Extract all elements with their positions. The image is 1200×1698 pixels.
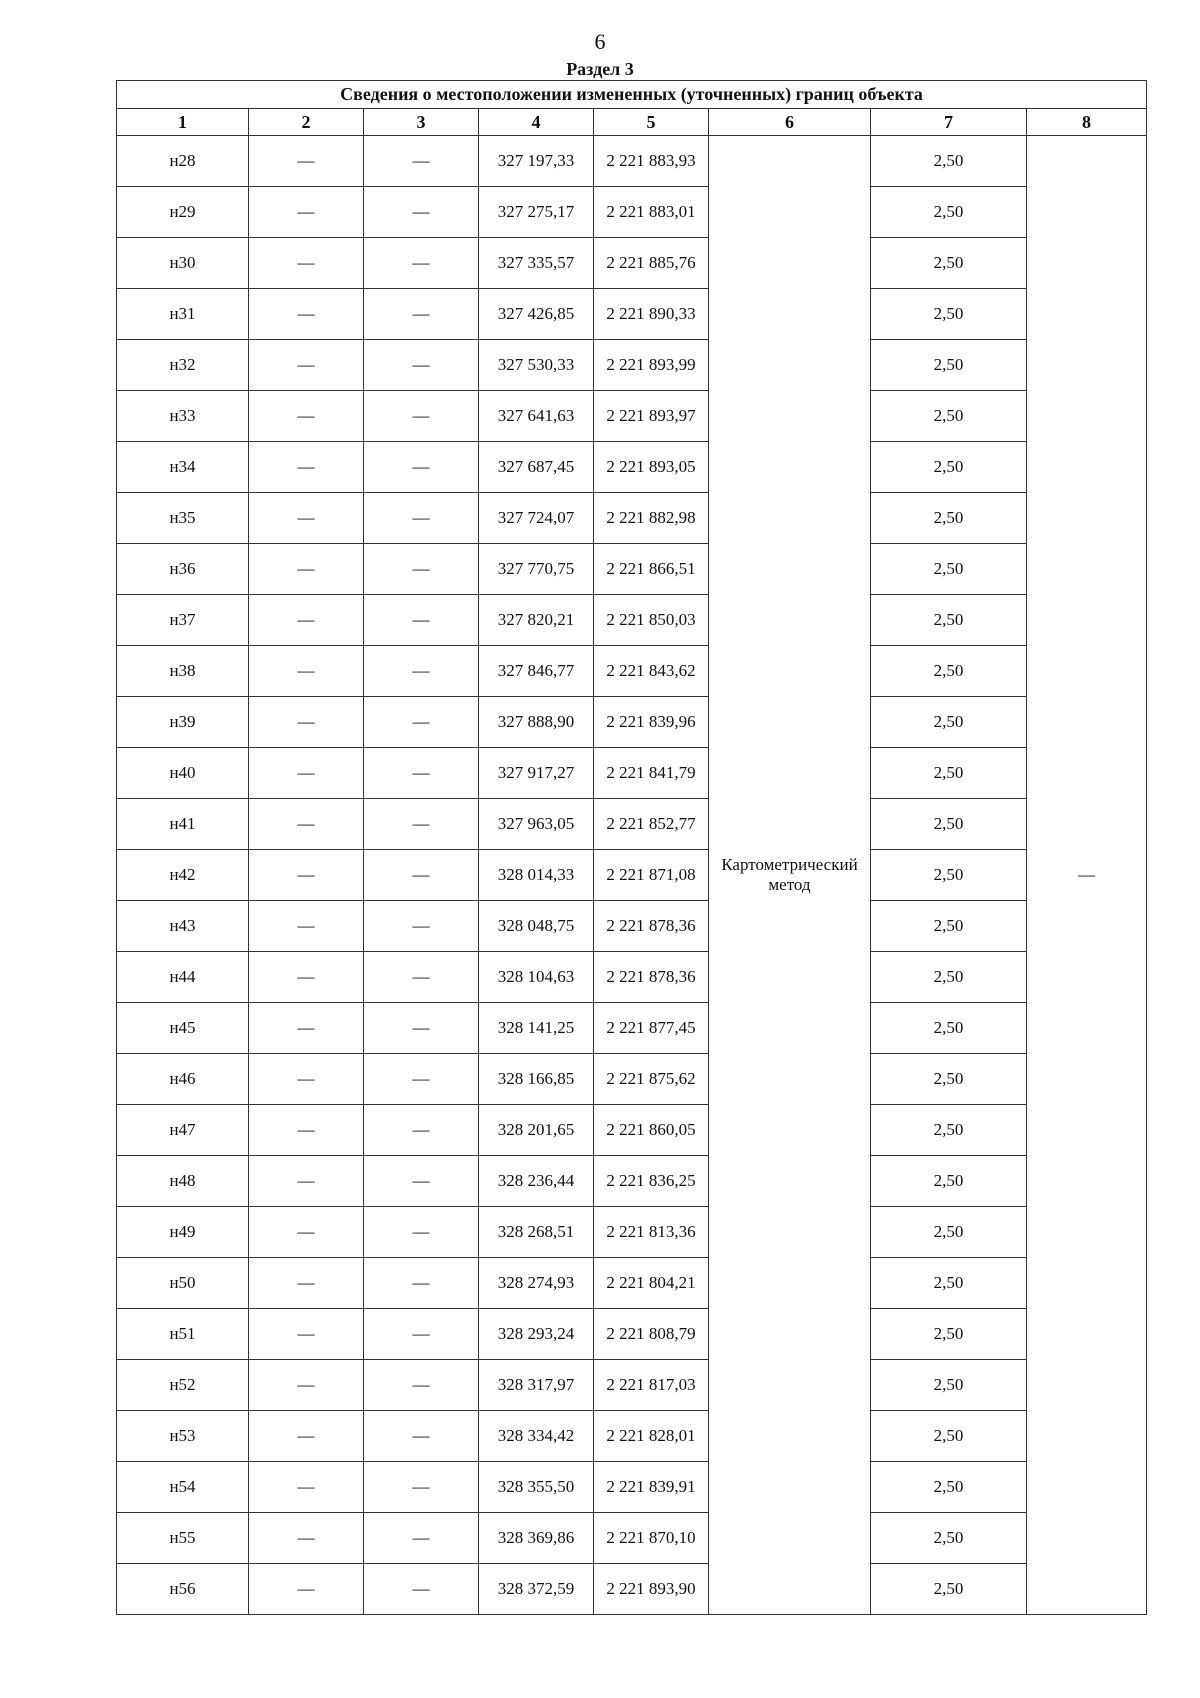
- col2-cell: —: [249, 901, 364, 952]
- precision-cell: 2,50: [871, 1003, 1027, 1054]
- precision-cell: 2,50: [871, 595, 1027, 646]
- point-cell: н50: [117, 1258, 249, 1309]
- precision-cell: 2,50: [871, 1309, 1027, 1360]
- x-coordinate-cell: 327 846,77: [479, 646, 594, 697]
- table-row: [117, 1258, 1147, 1309]
- x-coordinate-cell: 328 317,97: [479, 1360, 594, 1411]
- table-row: [117, 1003, 1147, 1054]
- y-coordinate-cell: 2 221 850,03: [594, 595, 709, 646]
- table-row: [117, 442, 1147, 493]
- y-coordinate-cell: 2 221 893,99: [594, 340, 709, 391]
- precision-cell: 2,50: [871, 1054, 1027, 1105]
- x-coordinate-cell: 328 201,65: [479, 1105, 594, 1156]
- col3-cell: —: [364, 1258, 479, 1309]
- table-row: [117, 1309, 1147, 1360]
- col3-cell: —: [364, 136, 479, 187]
- precision-cell: 2,50: [871, 391, 1027, 442]
- table-row: [117, 1513, 1147, 1564]
- point-cell: н32: [117, 340, 249, 391]
- precision-cell: 2,50: [871, 1564, 1027, 1615]
- column-number-row: [117, 109, 1147, 136]
- point-cell: н36: [117, 544, 249, 595]
- col3-cell: —: [364, 748, 479, 799]
- y-coordinate-cell: 2 221 836,25: [594, 1156, 709, 1207]
- col3-cell: —: [364, 646, 479, 697]
- precision-cell: 2,50: [871, 1411, 1027, 1462]
- precision-cell: 2,50: [871, 1360, 1027, 1411]
- point-cell: н30: [117, 238, 249, 289]
- table-row: [117, 697, 1147, 748]
- y-coordinate-cell: 2 221 878,36: [594, 952, 709, 1003]
- point-cell: н40: [117, 748, 249, 799]
- col2-cell: —: [249, 187, 364, 238]
- table-row: [117, 136, 1147, 187]
- precision-cell: 2,50: [871, 1462, 1027, 1513]
- x-coordinate-cell: 327 917,27: [479, 748, 594, 799]
- table-row: [117, 187, 1147, 238]
- table-row: [117, 595, 1147, 646]
- col3-cell: —: [364, 1003, 479, 1054]
- x-coordinate-cell: 327 820,21: [479, 595, 594, 646]
- precision-cell: 2,50: [871, 901, 1027, 952]
- precision-cell: 2,50: [871, 544, 1027, 595]
- col3-cell: —: [364, 493, 479, 544]
- y-coordinate-cell: 2 221 839,91: [594, 1462, 709, 1513]
- y-coordinate-cell: 2 221 893,90: [594, 1564, 709, 1615]
- table-row: [117, 1462, 1147, 1513]
- y-coordinate-cell: 2 221 871,08: [594, 850, 709, 901]
- col3-cell: —: [364, 1564, 479, 1615]
- point-cell: н52: [117, 1360, 249, 1411]
- table-row: [117, 340, 1147, 391]
- col2-cell: —: [249, 391, 364, 442]
- col3-cell: —: [364, 340, 479, 391]
- col3-cell: —: [364, 391, 479, 442]
- col3-cell: —: [364, 1207, 479, 1258]
- precision-cell: 2,50: [871, 1207, 1027, 1258]
- col2-cell: —: [249, 1003, 364, 1054]
- y-coordinate-cell: 2 221 828,01: [594, 1411, 709, 1462]
- column-number-3: 3: [364, 109, 479, 136]
- precision-cell: 2,50: [871, 187, 1027, 238]
- col3-cell: —: [364, 442, 479, 493]
- y-coordinate-cell: 2 221 841,79: [594, 748, 709, 799]
- x-coordinate-cell: 327 335,57: [479, 238, 594, 289]
- col3-cell: —: [364, 289, 479, 340]
- table-row: [117, 544, 1147, 595]
- col2-cell: —: [249, 1513, 364, 1564]
- x-coordinate-cell: 328 293,24: [479, 1309, 594, 1360]
- precision-cell: 2,50: [871, 952, 1027, 1003]
- y-coordinate-cell: 2 221 870,10: [594, 1513, 709, 1564]
- point-cell: н45: [117, 1003, 249, 1054]
- point-cell: н31: [117, 289, 249, 340]
- col2-cell: —: [249, 1054, 364, 1105]
- table-row: [117, 952, 1147, 1003]
- x-coordinate-cell: 328 372,59: [479, 1564, 594, 1615]
- col2-cell: —: [249, 1309, 364, 1360]
- col3-cell: —: [364, 544, 479, 595]
- point-cell: н37: [117, 595, 249, 646]
- col2-cell: —: [249, 289, 364, 340]
- col3-cell: —: [364, 1411, 479, 1462]
- col3-cell: —: [364, 901, 479, 952]
- col3-cell: —: [364, 952, 479, 1003]
- precision-cell: 2,50: [871, 289, 1027, 340]
- point-cell: н55: [117, 1513, 249, 1564]
- y-coordinate-cell: 2 221 843,62: [594, 646, 709, 697]
- x-coordinate-cell: 328 274,93: [479, 1258, 594, 1309]
- x-coordinate-cell: 327 641,63: [479, 391, 594, 442]
- x-coordinate-cell: 327 530,33: [479, 340, 594, 391]
- column-number-2: 2: [249, 109, 364, 136]
- y-coordinate-cell: 2 221 883,93: [594, 136, 709, 187]
- y-coordinate-cell: 2 221 813,36: [594, 1207, 709, 1258]
- y-coordinate-cell: 2 221 878,36: [594, 901, 709, 952]
- col2-cell: —: [249, 850, 364, 901]
- x-coordinate-cell: 328 048,75: [479, 901, 594, 952]
- table-row: [117, 1564, 1147, 1615]
- y-coordinate-cell: 2 221 893,97: [594, 391, 709, 442]
- column-number-7: 7: [871, 109, 1027, 136]
- point-cell: н44: [117, 952, 249, 1003]
- table-row: [117, 850, 1147, 901]
- point-cell: н56: [117, 1564, 249, 1615]
- point-cell: н28: [117, 136, 249, 187]
- col3-cell: —: [364, 799, 479, 850]
- col3-cell: —: [364, 1156, 479, 1207]
- y-coordinate-cell: 2 221 890,33: [594, 289, 709, 340]
- col3-cell: —: [364, 1462, 479, 1513]
- y-coordinate-cell: 2 221 839,96: [594, 697, 709, 748]
- x-coordinate-cell: 327 687,45: [479, 442, 594, 493]
- x-coordinate-cell: 328 141,25: [479, 1003, 594, 1054]
- table-row: [117, 748, 1147, 799]
- column-number-1: 1: [117, 109, 249, 136]
- y-coordinate-cell: 2 221 808,79: [594, 1309, 709, 1360]
- column-number-4: 4: [479, 109, 594, 136]
- table-row: [117, 1207, 1147, 1258]
- precision-cell: 2,50: [871, 442, 1027, 493]
- table-row: [117, 391, 1147, 442]
- table-row: [117, 1411, 1147, 1462]
- precision-cell: 2,50: [871, 799, 1027, 850]
- x-coordinate-cell: 328 166,85: [479, 1054, 594, 1105]
- point-cell: н34: [117, 442, 249, 493]
- col2-cell: —: [249, 442, 364, 493]
- point-cell: н47: [117, 1105, 249, 1156]
- point-cell: н29: [117, 187, 249, 238]
- x-coordinate-cell: 327 963,05: [479, 799, 594, 850]
- point-cell: н38: [117, 646, 249, 697]
- y-coordinate-cell: 2 221 817,03: [594, 1360, 709, 1411]
- col2-cell: —: [249, 544, 364, 595]
- col3-cell: —: [364, 1309, 479, 1360]
- x-coordinate-cell: 328 355,50: [479, 1462, 594, 1513]
- col3-cell: —: [364, 697, 479, 748]
- col2-cell: —: [249, 1258, 364, 1309]
- point-cell: н51: [117, 1309, 249, 1360]
- y-coordinate-cell: 2 221 883,01: [594, 187, 709, 238]
- x-coordinate-cell: 327 888,90: [479, 697, 594, 748]
- y-coordinate-cell: 2 221 882,98: [594, 493, 709, 544]
- col2-cell: —: [249, 697, 364, 748]
- page-number: 6: [594, 29, 606, 54]
- y-coordinate-cell: 2 221 893,05: [594, 442, 709, 493]
- point-cell: н39: [117, 697, 249, 748]
- table-row: [117, 1054, 1147, 1105]
- column-number-8: 8: [1027, 109, 1147, 136]
- col2-cell: —: [249, 136, 364, 187]
- col2-cell: —: [249, 799, 364, 850]
- x-coordinate-cell: 328 369,86: [479, 1513, 594, 1564]
- table-row: [117, 1105, 1147, 1156]
- col2-cell: —: [249, 1411, 364, 1462]
- col2-cell: —: [249, 1105, 364, 1156]
- table-row: [117, 289, 1147, 340]
- col3-cell: —: [364, 595, 479, 646]
- col8-cell: —: [1027, 136, 1147, 1615]
- col2-cell: —: [249, 340, 364, 391]
- y-coordinate-cell: 2 221 804,21: [594, 1258, 709, 1309]
- table-row: [117, 646, 1147, 697]
- precision-cell: 2,50: [871, 1105, 1027, 1156]
- coordinates-table: [116, 80, 1147, 1615]
- table-body: [117, 136, 1147, 1615]
- y-coordinate-cell: 2 221 885,76: [594, 238, 709, 289]
- point-cell: н53: [117, 1411, 249, 1462]
- point-cell: н35: [117, 493, 249, 544]
- x-coordinate-cell: 327 275,17: [479, 187, 594, 238]
- col3-cell: —: [364, 238, 479, 289]
- col2-cell: —: [249, 595, 364, 646]
- col2-cell: —: [249, 748, 364, 799]
- x-coordinate-cell: 328 334,42: [479, 1411, 594, 1462]
- col2-cell: —: [249, 1156, 364, 1207]
- col3-cell: —: [364, 1105, 479, 1156]
- col3-cell: —: [364, 1360, 479, 1411]
- section-title: Раздел 3: [566, 59, 634, 79]
- point-cell: н54: [117, 1462, 249, 1513]
- precision-cell: 2,50: [871, 493, 1027, 544]
- table-row: [117, 493, 1147, 544]
- x-coordinate-cell: 327 770,75: [479, 544, 594, 595]
- x-coordinate-cell: 328 236,44: [479, 1156, 594, 1207]
- y-coordinate-cell: 2 221 866,51: [594, 544, 709, 595]
- precision-cell: 2,50: [871, 850, 1027, 901]
- col2-cell: —: [249, 1462, 364, 1513]
- precision-cell: 2,50: [871, 1513, 1027, 1564]
- precision-cell: 2,50: [871, 697, 1027, 748]
- col3-cell: —: [364, 1054, 479, 1105]
- precision-cell: 2,50: [871, 238, 1027, 289]
- point-cell: н41: [117, 799, 249, 850]
- col3-cell: —: [364, 850, 479, 901]
- x-coordinate-cell: 327 197,33: [479, 136, 594, 187]
- point-cell: н42: [117, 850, 249, 901]
- precision-cell: 2,50: [871, 136, 1027, 187]
- precision-cell: 2,50: [871, 1258, 1027, 1309]
- x-coordinate-cell: 328 104,63: [479, 952, 594, 1003]
- point-cell: н48: [117, 1156, 249, 1207]
- col2-cell: —: [249, 1360, 364, 1411]
- col2-cell: —: [249, 1564, 364, 1615]
- table-caption: Сведения о местоположении измененных (уточненных) границ объекта: [117, 81, 1147, 109]
- precision-cell: 2,50: [871, 646, 1027, 697]
- point-cell: н43: [117, 901, 249, 952]
- precision-cell: 2,50: [871, 1156, 1027, 1207]
- x-coordinate-cell: 328 014,33: [479, 850, 594, 901]
- table-row: [117, 1360, 1147, 1411]
- y-coordinate-cell: 2 221 875,62: [594, 1054, 709, 1105]
- precision-cell: 2,50: [871, 340, 1027, 391]
- table-row: [117, 799, 1147, 850]
- point-cell: н46: [117, 1054, 249, 1105]
- x-coordinate-cell: 327 724,07: [479, 493, 594, 544]
- col2-cell: —: [249, 952, 364, 1003]
- col3-cell: —: [364, 1513, 479, 1564]
- x-coordinate-cell: 327 426,85: [479, 289, 594, 340]
- table-row: [117, 238, 1147, 289]
- table-row: [117, 1156, 1147, 1207]
- col3-cell: —: [364, 187, 479, 238]
- y-coordinate-cell: 2 221 860,05: [594, 1105, 709, 1156]
- x-coordinate-cell: 328 268,51: [479, 1207, 594, 1258]
- precision-cell: 2,50: [871, 748, 1027, 799]
- col2-cell: —: [249, 1207, 364, 1258]
- method-cell: Картометрический метод: [709, 136, 871, 1615]
- point-cell: н33: [117, 391, 249, 442]
- col2-cell: —: [249, 238, 364, 289]
- table-row: [117, 901, 1147, 952]
- col2-cell: —: [249, 493, 364, 544]
- y-coordinate-cell: 2 221 877,45: [594, 1003, 709, 1054]
- y-coordinate-cell: 2 221 852,77: [594, 799, 709, 850]
- column-number-6: 6: [709, 109, 871, 136]
- column-number-5: 5: [594, 109, 709, 136]
- col2-cell: —: [249, 646, 364, 697]
- point-cell: н49: [117, 1207, 249, 1258]
